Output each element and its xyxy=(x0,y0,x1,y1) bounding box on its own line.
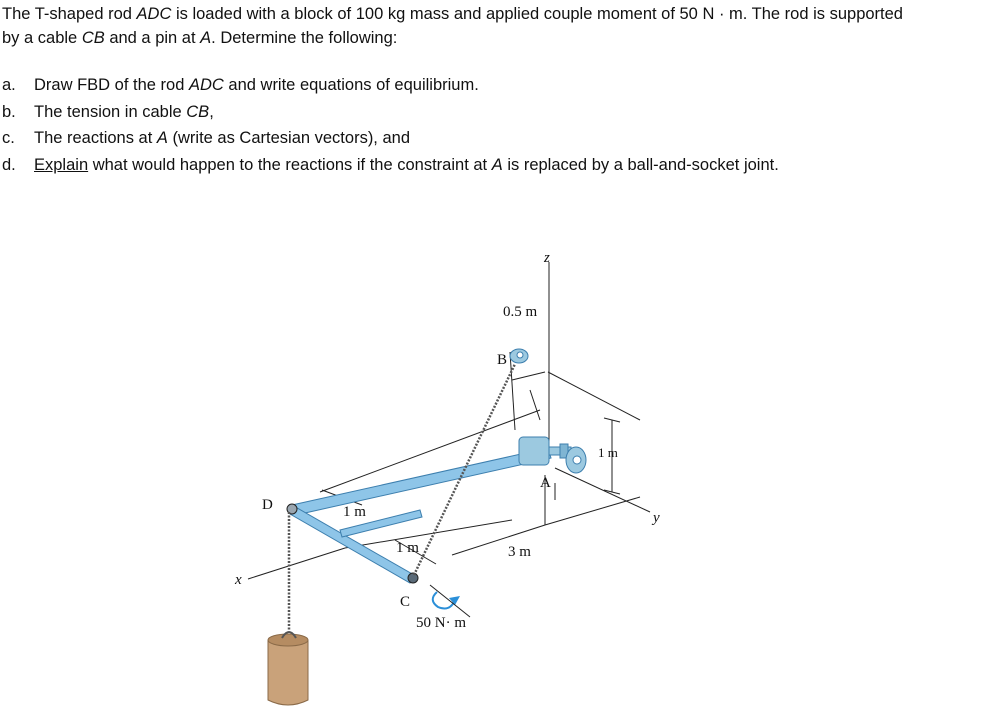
question-parts-list xyxy=(2,72,980,178)
part-letter: b. xyxy=(2,102,16,121)
moment-vector xyxy=(430,585,470,617)
problem-statement xyxy=(2,2,980,178)
bearing-bolt xyxy=(573,456,581,464)
hanging-block xyxy=(268,632,308,705)
ground-line xyxy=(530,390,540,420)
var-cb: CB xyxy=(81,29,105,47)
ground-line xyxy=(452,525,545,555)
bearing-block xyxy=(519,437,549,465)
anchor-b-hole xyxy=(517,352,523,358)
label-a: A xyxy=(540,475,551,491)
label-z: z xyxy=(544,250,550,266)
label-b: B xyxy=(497,352,508,368)
y-axis-line xyxy=(555,468,650,512)
part-letter: a. xyxy=(2,76,16,94)
x-axis-line xyxy=(248,548,345,579)
block-body xyxy=(268,640,308,705)
label-dim-3m: 3 m xyxy=(508,544,531,560)
label-x: x xyxy=(235,572,242,588)
var-a: A xyxy=(200,29,212,47)
part-letter: c. xyxy=(2,129,15,147)
coordinate-axes xyxy=(248,262,650,579)
part-letter: d. xyxy=(2,155,16,174)
rod-main-bar xyxy=(292,448,551,515)
couple-moment xyxy=(430,585,470,617)
var-adc: ADC xyxy=(136,5,172,23)
t-shaped-rod xyxy=(287,448,551,583)
label-dim-1m-right: 1 m xyxy=(598,445,618,460)
question-part-a xyxy=(2,72,980,99)
ground-line xyxy=(545,497,640,525)
pin-support-a xyxy=(519,437,586,473)
ground-line xyxy=(512,372,545,380)
label-dim-half-m: 0.5 m xyxy=(503,304,538,320)
intro-line-1: The T-shaped rod ADC is loaded with a block of 100 kg mass and applied couple moment of 50 N · m. The rod is supported xyxy=(2,5,903,23)
question-part-c xyxy=(2,125,980,152)
statics-figure xyxy=(0,240,982,712)
question-part-b xyxy=(2,99,980,126)
part-text: Draw FBD of the rod ADC and write equations of equilibrium. xyxy=(34,76,479,94)
label-dim-1m-top: 1 m xyxy=(343,504,366,520)
underlined-word: Explain xyxy=(34,155,89,174)
label-c: C xyxy=(400,594,411,610)
part-text: The reactions at A (write as Cartesian vectors), and xyxy=(34,129,411,147)
cable-anchor-b xyxy=(510,349,528,363)
question-part-d xyxy=(2,152,980,179)
part-text: The tension in cable CB, xyxy=(34,102,214,121)
intro-line-2: by a cable CB and a pin at A. Determine the following: xyxy=(2,29,398,47)
label-dim-1m-mid: 1 m xyxy=(396,540,419,556)
label-d: D xyxy=(262,497,273,513)
ground-line xyxy=(510,352,515,430)
part-text: Explain what would happen to the reactions if the constraint at A is replaced by a ball-and-socket joint. xyxy=(34,155,779,174)
block-top xyxy=(268,634,308,646)
moment-arrowhead xyxy=(449,596,460,605)
ground-line xyxy=(548,372,640,420)
label-moment: 50 N· m xyxy=(416,615,466,631)
label-y: y xyxy=(653,510,660,526)
